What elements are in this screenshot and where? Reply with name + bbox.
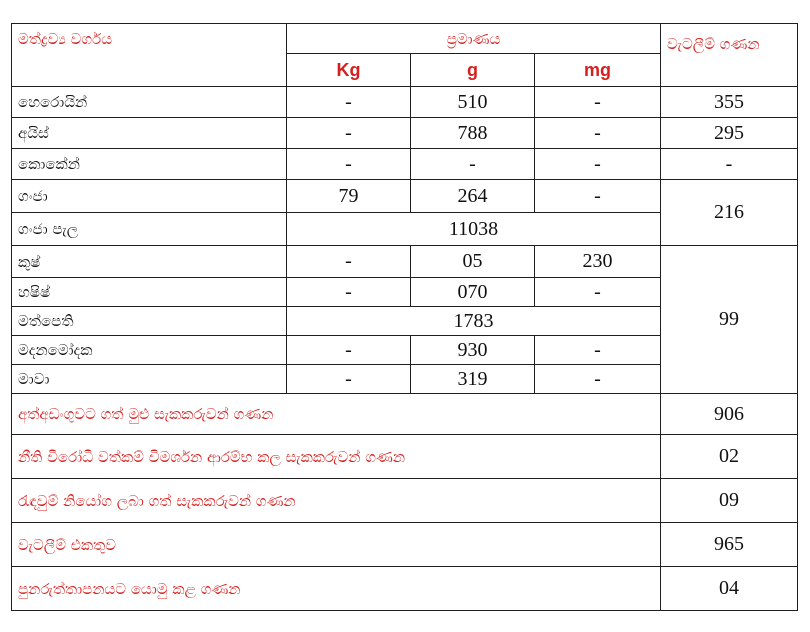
drug-seizure-table [11, 23, 798, 611]
qty-mg: - [535, 180, 661, 213]
drug-name: ගංජා [12, 180, 287, 213]
qty-merged: 1783 [287, 307, 661, 336]
qty-g: 510 [411, 87, 535, 118]
summary-row [12, 394, 798, 435]
qty-kg: - [287, 365, 411, 394]
qty-g: - [411, 149, 535, 180]
qty-mg: - [535, 87, 661, 118]
qty-g: 05 [411, 246, 535, 278]
summary-row [12, 523, 798, 567]
raid-count-ganja-group: 216 [661, 180, 798, 246]
qty-g: 264 [411, 180, 535, 213]
summary-label: අත්අඩංගුවට ගත් මුළු සැකකරුවන් ගණන [12, 394, 661, 435]
raid-count: - [661, 149, 798, 180]
qty-g: 788 [411, 118, 535, 149]
summary-label: පුනරුත්තාපනයට යොමු කළ ගණන [12, 567, 661, 611]
qty-mg: 230 [535, 246, 661, 278]
summary-value: 04 [661, 567, 798, 611]
qty-kg: - [287, 336, 411, 365]
drug-name: ගංජා පැල [12, 213, 287, 246]
qty-kg: - [287, 118, 411, 149]
qty-mg: - [535, 149, 661, 180]
summary-value: 02 [661, 435, 798, 479]
drug-name: මාවා [12, 365, 287, 394]
header-raids: වැටලීම් ගණන [661, 24, 798, 87]
table-row [12, 246, 798, 278]
qty-kg: - [287, 278, 411, 307]
summary-value: 09 [661, 479, 798, 523]
table-row [12, 118, 798, 149]
table-row [12, 180, 798, 213]
drug-name: කොකේන් [12, 149, 287, 180]
qty-kg: - [287, 246, 411, 278]
summary-label: වැටලීම් එකතුව [12, 523, 661, 567]
qty-mg: - [535, 365, 661, 394]
qty-g: 319 [411, 365, 535, 394]
drug-name: මත්පෙති [12, 307, 287, 336]
qty-kg: 79 [287, 180, 411, 213]
unit-mg: mg [535, 54, 661, 87]
table-row [12, 149, 798, 180]
qty-g: 070 [411, 278, 535, 307]
summary-value: 965 [661, 523, 798, 567]
summary-label: නීති විරෝධී වත්කම් විමර්ශන ආරම්භ කල සැකකරුවන් ගණන [12, 435, 661, 479]
raid-count: 355 [661, 87, 798, 118]
summary-row [12, 435, 798, 479]
drug-name: හෙරොයින් [12, 87, 287, 118]
qty-mg: - [535, 278, 661, 307]
qty-mg: - [535, 118, 661, 149]
qty-kg: - [287, 149, 411, 180]
qty-kg: - [287, 87, 411, 118]
raid-count-other-group: 99 [661, 246, 798, 394]
summary-row [12, 567, 798, 611]
summary-row [12, 479, 798, 523]
summary-value: 906 [661, 394, 798, 435]
drug-name: හෂිෂ් [12, 278, 287, 307]
qty-mg: - [535, 336, 661, 365]
drug-name: මදනමෝදක [12, 336, 287, 365]
drug-name: අයිස් [12, 118, 287, 149]
header-quantity: ප්‍රමාණය [287, 24, 661, 54]
qty-g: 930 [411, 336, 535, 365]
header-drug-type: මත්ද්‍රව්‍ය වර්ගය [12, 24, 287, 87]
drug-name: කුෂ් [12, 246, 287, 278]
qty-merged: 11038 [287, 213, 661, 246]
unit-g: g [411, 54, 535, 87]
raid-count: 295 [661, 118, 798, 149]
summary-label: රැඳවුම් නියෝග ලබා ගත් සැකකරුවන් ගණන [12, 479, 661, 523]
unit-kg: Kg [287, 54, 411, 87]
table-row [12, 87, 798, 118]
